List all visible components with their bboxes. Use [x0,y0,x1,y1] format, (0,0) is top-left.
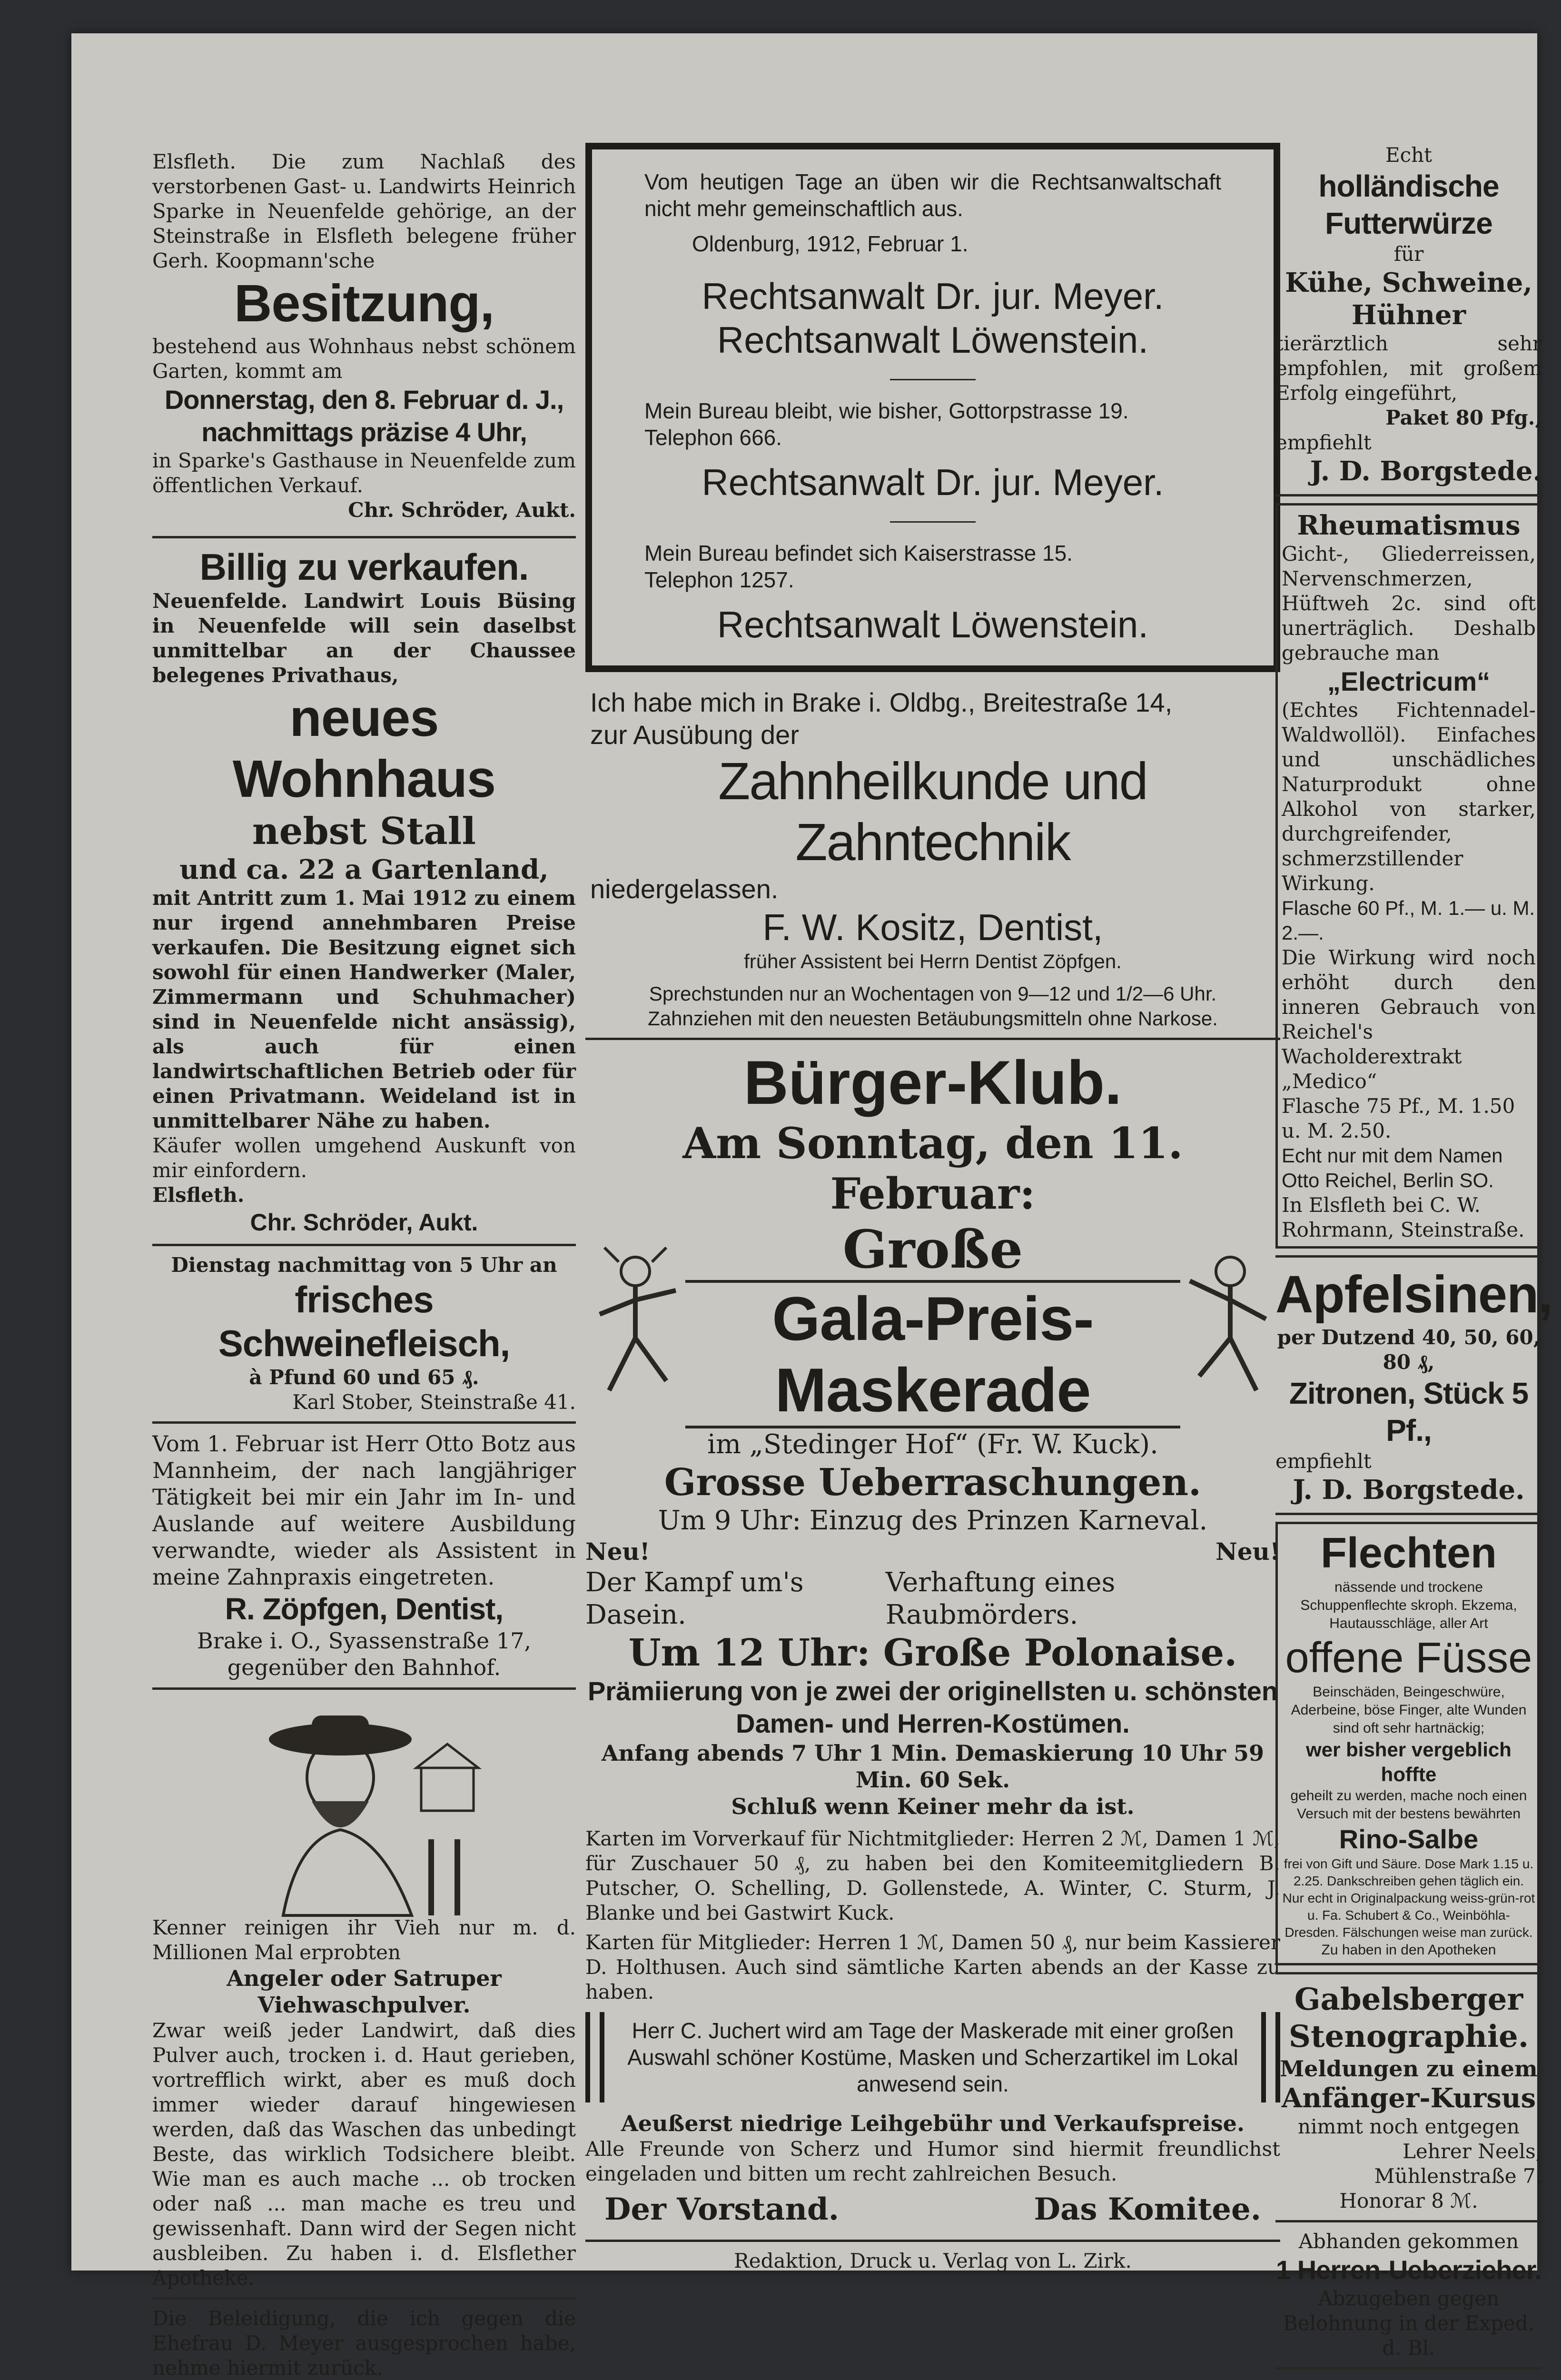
ad-text: nimmt noch entgegen [1298,2115,1520,2138]
ad-text: Beinschäden, Beingeschwüre, Aderbeine, böse Finger, alte Wunden sind oft sehr hartnäckig; [1291,1684,1527,1736]
ad-heading: 1 Herren-Ueberzieher. [1276,2255,1541,2285]
ad-heading: Kühe, Schweine, Hühner [1285,267,1532,331]
ad-signature: Karl Stober, Steinstraße 41. [292,1390,576,1414]
new-label: Neu! [585,1537,650,1566]
ad-text: Um 9 Uhr: Einzug des Prinzen Karneval. [658,1505,1208,1536]
ad-text: Echt nur mit dem Namen Otto Reichel, Berlin SO. [1282,1144,1503,1191]
new-label: Neu! [1215,1537,1280,1566]
ad-heading: Rheumatismus [1297,510,1521,541]
divider [1275,2367,1542,2370]
ad-text: Vom 1. Februar ist Herr Otto Botz aus Mannheim, der nach langjähriger Tätigkeit bei mir ein Jahr im In- und Auslande auf weitere Ausbildung verwandte, wieder als Assistent in meine Zahnpraxis eingetreten. [152,1431,576,1590]
divider [152,2297,576,2300]
ad-text: in Sparke's Gasthause in Neuenfelde zum öffentlichen Verkauf. [152,449,576,497]
ad-text: Karten für Mitglieder: Herren 1 ℳ, Damen 50 ₰, nur beim Kassierer D. Holthusen. Auch sind sämtliche Karten abends an der Kasse zu haben. [585,1931,1280,2003]
divider [585,1038,1280,1040]
ad-heading: Apfelsinen, [1275,1265,1552,1324]
ad-heading: Angeler oder Satruper Viehwaschpulver. [227,1965,502,2018]
ad-heading: Zahnheilkunde und Zahntechnik [718,752,1147,872]
ad-text: Vom heutigen Tage an üben wir die Rechtsanwaltschaft nicht mehr gemeinschaftlich aus. [644,169,1221,221]
lawyer-name: Rechtsanwalt Dr. jur. Meyer. [701,461,1164,503]
ad-heading: Billig zu verkaufen. [199,546,529,588]
ad-text: Anfang abends 7 Uhr 1 Min. Demaskierung 10 Uhr 59 Min. 60 Sek. [601,1740,1265,1793]
ad-text: Die Wirkung wird noch erhöht durch den inneren Gebrauch von Reichel's Wacholderextrakt „Medico“ [1282,946,1536,1093]
ad-heading: holländische Futterwürze [1318,169,1499,240]
divider [152,1687,576,1690]
jester-right-illustration [1180,1248,1280,1400]
ad-text: Zu haben in den Apotheken [1321,1942,1496,1958]
ad-heading: Besitzung, [234,274,494,333]
ad-heading: Gala-Preis-Maskerade [685,1280,1180,1428]
ad-price: Flasche 60 Pf., M. 1.— u. M. 2.—. [1282,897,1535,944]
ad-signature: R. Zöpfgen, Dentist, [225,1592,504,1626]
ad-seller: In Elsfleth bei C. W. Rohrmann, Steinstraße. [1282,1193,1525,1241]
ad-buerger-klub [585,1047,1280,2233]
divider [152,1244,576,1246]
ad-text: Lehrer Neels, Mühlenstraße 7. [1374,2140,1542,2188]
lawyer-name: Rechtsanwalt Löwenstein. [717,319,1149,361]
ad-text: Die Beleidigung, die ich gegen die Ehefrau D. Meyer ausgesprochen habe, nehme hiermit zurück. [152,2307,576,2380]
ad-futterwuerze [1275,143,1542,487]
ad-text: Zwar weiß jeder Landwirt, daß dies Pulver auch, trocken i. d. Haut gerieben, vortrefflich wirkt, aber es muß doch immer wieder darauf hingewiesen werden, daß das Waschen das unbedingt Beste, das wirklich Todsichere bleibt. Wie man es auch mache ... ob trocken oder naß ... man mache es treu und gewissenhaft. Dann wird der Segen nicht ausbleiben. Zu haben i. d. Elsflether Apotheke. [152,2019,576,2290]
ad-text: mit Antritt zum 1. Mai 1912 zu einem nur irgend annehmbaren Preise verkaufen. Die Besitzung eignet sich sowohl für einen Handwerker (Maler, Zimmermann und Schuhmacher) sind in Neuenfelde nicht ansässig), als auch für einen landwirtschaftlichen Betrieb oder für einen Privatmann. Weideland ist in unmittelbarer Nähe zu haben. [152,886,576,1132]
ad-text: Alle Freunde von Scherz und Humor sind hiermit freundlichst eingeladen und bitten um recht zahlreichen Besuch. [585,2137,1280,2185]
ad-text: geheilt zu werden, mache noch einen Versuch mit der bestens bewährten [1290,1788,1527,1822]
ad-price: Paket 80 Pfg., [1385,406,1542,429]
ad-text: für [1393,242,1424,266]
ad-zoepfgen [152,1430,576,1681]
ad-note: Zahnziehen mit den neuesten Betäubungsmitteln ohne Narkose. [648,1007,1218,1030]
ad-signature: Chr. Schröder, Aukt. [250,1209,478,1236]
ad-ueberzieher [1275,2229,1542,2360]
ad-date: Oldenburg, 1912, Februar 1. [692,231,968,256]
divider [152,1421,576,1424]
signatures-row [585,2186,1280,2233]
ad-signature: J. D. Borgstede. [1293,1474,1525,1506]
divider [1275,2220,1542,2222]
act-item: Der Kampf um's Dasein. [585,1567,804,1630]
ad-signature: J. D. Borgstede. [1310,456,1542,487]
farmer-illustration [240,1696,488,1915]
ad-text: wer bisher vergeblich hoffte [1306,1738,1512,1785]
ad-text: empfiehlt [1275,431,1372,454]
ad-heading: Anfänger-Kursus [1281,2082,1536,2114]
divider [152,536,576,538]
ad-schweinefleisch [152,1253,576,1415]
gala-banner [585,1219,1280,1428]
ad-hours: Sprechstunden nur an Wochentagen von 9—12 und 1/2—6 Uhr. [649,982,1217,1005]
ad-text: Honorar 8 ℳ. [1339,2189,1478,2212]
acts-row [585,1567,1280,1631]
ad-heading: und ca. 22 a Gartenland, [179,854,549,885]
ad-text: Ich habe mich in Brake i. Oldbg., Breitestraße 14, [590,687,1173,717]
jester-left-illustration [585,1248,685,1400]
ad-subtext: früher Assistent bei Herrn Dentist Zöpfgen. [744,950,1122,972]
ad-brand: Rino-Salbe [1339,1824,1479,1854]
ad-text: Mein Bureau bleibt, wie bisher, Gottorpstrasse 19. [644,398,1129,423]
divider [1275,494,1542,496]
right-column [1275,143,1552,2380]
imprint: Redaktion, Druck u. Verlag von L. Zirk. [734,2249,1132,2272]
ad-date: Donnerstag, den 8. Februar d. J., nachmittags präzise 4 Uhr, [164,385,564,447]
ad-heading: Um 12 Uhr: Große Polonaise. [628,1631,1237,1675]
ad-text: bestehend aus Wohnhaus nebst schönem Garten, kommt am [152,335,576,383]
ad-text: Käufer wollen umgehend Auskunft von mir einfordern. [152,1134,576,1182]
ad-text: niedergelassen. [590,874,779,904]
ad-rechtsanwalt [585,143,1280,672]
ad-signature: Das Komitee. [1034,2192,1261,2227]
ad-text: per Dutzend 40, 50, 60, 80 ₰, [1277,1326,1541,1374]
ad-text: Neuenfelde. Landwirt Louis Büsing in Neuenfelde will sein daselbst unmittelbar an der Chaussee belegenes Privathaus, [152,589,576,687]
divider [585,2240,1280,2242]
ad-text: Elsfleth. Die zum Nachlaß des verstorbenen Gast- u. Landwirts Heinrich Sparke in Neuenfelde gehörige, an der Steinstraße in Elsfleth belegene früher Gerh. Koopmann'sche [152,150,576,272]
ad-signature: Der Vorstand. [604,2192,840,2227]
ad-text: à Pfund 60 und 65 ₰. [249,1366,479,1389]
ad-heading: Gabelsberger [1294,1982,1523,2017]
ad-text: Meldungen zu einem [1280,2056,1538,2082]
ad-heading: Grosse Ueberraschungen. [664,1461,1202,1504]
ad-text: Echt [1385,143,1433,167]
left-column [152,143,576,2380]
ad-text: Dienstag nachmittag von 5 Uhr an [171,1253,557,1277]
ad-price: Flasche 75 Pf., M. 1.50 u. M. 2.50. [1282,1094,1515,1142]
ad-heading: Bürger-Klub. [743,1048,1122,1117]
lawyer-name: Rechtsanwalt Dr. jur. Meyer. [701,275,1164,317]
ad-text: im „Stedinger Hof“ (Fr. W. Kuck). [707,1429,1158,1460]
lawyer-name: Rechtsanwalt Löwenstein. [717,604,1149,645]
ad-rheumatismus [1275,503,1542,1249]
ad-apfelsinen [1275,1264,1552,1506]
divider [1275,1972,1542,1974]
ad-turnerbund [1275,2376,1542,2380]
juchert-box [585,2012,1280,2102]
ad-text: Mein Bureau befindet sich Kaiserstrasse 15. [644,541,1073,565]
ad-viehwaschpulver [152,1696,576,2291]
ad-signature: Chr. Schröder, Aukt. [348,498,576,522]
ad-besitzung [152,143,576,529]
ad-text: Herr C. Juchert wird am Tage der Maskerade mit einer großen Auswahl schöner Kostüme, Masken und Scherzartikel im Lokal anwesend sein. [627,2018,1238,2096]
turnerbund-header [1275,2376,1542,2380]
ad-text: Gicht-, Gliederreissen, Nervenschmerzen, Hüftweh 2c. sind oft unerträglich. Deshalb gebrauche man [1282,542,1536,664]
divider [1275,1255,1542,1258]
ad-text: Karten im Vorverkauf für Nichtmitglieder: Herren 2 ℳ, Damen 1 ℳ, für Zuschauer 50 ₰, zu haben bei den Komiteemitgliedern B. Putscher, O. Schelling, D. Gollenstede, A. Winter, C. Sturm, J. Blanke und bei Gastwirt Kuck. [585,1827,1280,1924]
act-item: Verhaftung eines Raubmörders. [885,1567,1116,1630]
ad-date: Am Sonntag, den 11. Februar: [682,1118,1183,1219]
ad-text: Damen- und Herren-Kostümen. [736,1708,1130,1738]
ad-heading: offene Füsse [1285,1634,1532,1682]
ad-beleidigung [152,2306,576,2380]
ad-place: Elsfleth. [152,1183,245,1207]
ad-text: (Echtes Fichtennadel-Waldwollöl). Einfaches und unschädliches Naturprodukt ohne Alkohol von starker, durchgreifender, schmerzstillender Wirkung. [1282,698,1536,895]
ad-text: Telephon 1257. [644,567,794,592]
new-acts [585,1537,1280,1567]
ad-brand: „Electricum“ [1327,666,1491,696]
ad-zahnheilkunde [585,686,1280,1031]
ad-address: Brake i. O., Syassenstraße 17, gegenüber den Bahnhof. [197,1628,531,1680]
ad-text: zur Ausübung der [590,720,799,750]
ad-heading: nebst Stall [252,810,476,853]
ad-text: empfiehlt [1275,1449,1372,1473]
ad-heading: neues Wohnhaus [232,689,496,808]
ad-heading: frisches Schweinefleisch, [218,1279,510,1364]
ad-heading: Flechten [1320,1529,1497,1577]
ad-heading: Stenographie. [1288,2019,1529,2054]
ad-text: Prämiierung von je zwei der originellsten u. schönsten [587,1676,1278,1706]
ad-text: frei von Gift und Säure. Dose Mark 1.15 u. 2.25. Dankschreiben gehen täglich ein. Nur echt in Originalpackung weiss-grün-rot u. Fa. Schubert & Co., Weinböhla-Dresden. Fälschungen weise man zurück. [1282,1856,1535,1940]
ad-text: Aeußerst niedrige Leihgebühr und Verkaufspreise. [621,2111,1245,2136]
middle-column [585,143,1280,2273]
divider [1275,1513,1542,1515]
ad-signature: F. W. Kositz, Dentist, [762,906,1103,948]
ornament-bar [585,2012,604,2102]
ad-text: Telephon 666. [644,425,782,450]
divider [890,521,976,523]
ad-text: Kenner reinigen ihr Vieh nur m. d. Millionen Mal erprobten [152,1916,576,1964]
divider [890,379,976,380]
ad-billig [152,545,576,1237]
ad-text: Schluß wenn Keiner mehr da ist. [731,1794,1135,1819]
ad-stenographie [1275,1981,1542,2213]
ad-heading: Große [842,1219,1023,1280]
ad-flechten [1275,1522,1542,1965]
ad-text: Abzugeben gegen Belohnung in der Exped. d. Bl. [1283,2287,1535,2360]
newspaper-page [71,33,1552,2380]
ad-text: nässende und trockene Schuppenflechte skroph. Ekzema, Hautausschläge, aller Art [1300,1579,1517,1631]
ad-text: tierärztlich sehr empfohlen, mit großem Erfolg eingeführt, [1275,332,1542,405]
ad-text: Abhanden gekommen [1298,2230,1519,2253]
ad-heading: Zitronen, Stück 5 Pf., [1289,1376,1529,1448]
wreath-emblem-icon [1373,2376,1444,2380]
